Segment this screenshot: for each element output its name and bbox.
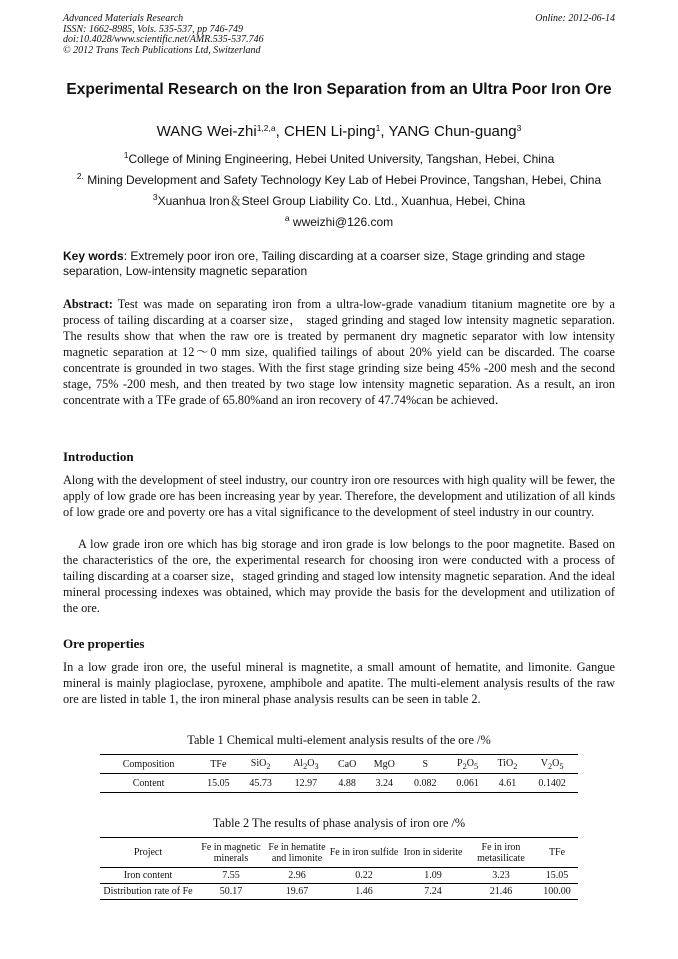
table-header-cell: $V_2O_5$ — [526, 755, 578, 774]
journal-header — [63, 14, 615, 56]
abstract-label: Abstract: — [63, 297, 113, 311]
table-header-cell: Fe in hematite and limonite — [266, 838, 328, 868]
table-header-cell: TiO$_2$ — [489, 755, 526, 774]
table-header-cell: Project — [100, 838, 196, 868]
table-header-cell: $P_2O_5$ — [446, 755, 488, 774]
email-text[interactable]: wweizhi@126.com — [292, 215, 394, 229]
author-affiliation-mark: 1 — [375, 123, 381, 133]
author-name: YANG Chun-guang — [388, 123, 517, 140]
affiliation-mark: 1 — [123, 150, 129, 160]
affiliation-3 — [63, 192, 615, 209]
table-cell: 1.46 — [355, 886, 373, 897]
table-cell: 3.23 — [466, 868, 536, 884]
table-cell: 0.1402 — [538, 777, 566, 789]
journal-name: Advanced Materials Research — [63, 13, 184, 24]
affiliation-mark: 3 — [152, 192, 158, 202]
author-list: WANG Wei-zhi$^{1,2,a}$, CHEN Li-ping$^1$, YANG Chun-guang$^3$ — [156, 123, 522, 140]
keywords-label: Key words — [63, 249, 124, 263]
table-row-label: Content — [132, 777, 165, 789]
table-row-label: Iron content — [100, 868, 196, 884]
table-cell: 19.67 — [285, 886, 309, 897]
table-header-cell: MgO — [364, 755, 404, 774]
table-header-cell: Iron in siderite — [400, 838, 466, 868]
affiliation-mark: 2. — [76, 171, 84, 181]
online-date: Online: 2012-06-14 — [535, 13, 615, 24]
table-header-row — [100, 755, 578, 774]
table-cell: 45.73 — [249, 777, 272, 789]
affiliation-text: College of Mining Engineering, Hebei United University, Tangshan, Hebei, China — [128, 152, 555, 166]
table-cell: 21.46 — [489, 886, 513, 897]
table-header-cell: CaO — [330, 755, 364, 774]
affiliation-email — [63, 213, 615, 229]
table-cell: 15.05 — [536, 868, 578, 884]
table2-caption: Table 2 The results of phase analysis of iron ore /% — [212, 816, 466, 830]
table2 — [100, 837, 578, 900]
table-header-row — [100, 838, 578, 868]
affiliation-1 — [63, 150, 615, 166]
table-header-cell: TFe — [536, 838, 578, 868]
affiliation-text: Xuanhua Iron＆Steel Group Liability Co. Ltd., Xuanhua, Hebei, China — [157, 194, 526, 208]
table-header-cell: TFe — [197, 755, 239, 774]
table-header-cell: SiO$_2$ — [240, 755, 282, 774]
table-cell: 4.88 — [338, 777, 356, 789]
paper-title: Experimental Research on the Iron Separation from an Ultra Poor Iron Ore — [66, 81, 612, 98]
keywords — [63, 249, 615, 279]
author-name: CHEN Li-ping — [283, 123, 376, 140]
table1 — [100, 754, 578, 793]
author-affiliation-mark: 3 — [516, 123, 522, 133]
table-cell: 3.24 — [375, 777, 394, 789]
table-cell: 4.61 — [498, 777, 517, 789]
table-header-cell: Composition — [100, 755, 197, 774]
abstract-text: Test was made on separating iron from a ultra-low-grade vanadium titanium magnetite ore by a process of tailing discarding at a coarser size， staged grinding and staged low intensity magnetic separation. The results show that when the raw ore is treated by permanent dry magnetic separator with low intensity magnetic separation at 12～0 mm size, qualified tailings of about 20% yield can be discarded. The coarse concentrate is grounded in two stages. With the first stage grinding size being 45% -200 mesh and the second stage, 75% -200 mesh, and then treated by two stage low intensity magnetic separation. As a result, an iron concentrate with a TFe grade of 65.80%and an iron recovery of 47.74%can be achieved． — [63, 297, 615, 407]
copyright-line: © 2012 Trans Tech Publications Ltd, Switzerland — [63, 44, 261, 56]
issn-line: ISSN: 1662-8985, Vols. 535-537, pp 746-749 — [63, 23, 243, 35]
doi-line: doi:10.4028/www.scientific.net/AMR.535-537.746 — [63, 34, 264, 45]
table-cell: 7.24 — [424, 886, 442, 897]
abstract — [63, 296, 615, 408]
table-header-cell: Fe in iron sulfide — [328, 838, 400, 868]
table-cell: 0.22 — [328, 868, 400, 884]
table-cell: 0.082 — [414, 777, 437, 789]
author-name: WANG Wei-zhi — [156, 123, 257, 140]
table-cell: 0.061 — [456, 777, 479, 789]
table-header-cell: Fe in magnetic minerals — [196, 838, 266, 868]
author-affiliation-mark: 1,2,a — [256, 123, 276, 133]
affiliation-text: Mining Development and Safety Technology Key Lab of Hebei Province, Tangshan, Hebei, China — [87, 173, 602, 187]
affiliation-2 — [63, 171, 615, 187]
table-row-label: Distribution rate of Fe — [103, 886, 193, 897]
table-cell: 15.05 — [207, 777, 230, 789]
table-header-cell: $Al_2O_3$ — [282, 755, 330, 774]
table-cell: 2.96 — [266, 868, 328, 884]
table-row — [100, 868, 578, 884]
table-header-cell: S — [404, 755, 446, 774]
table1-caption: Table 1 Chemical multi-element analysis results of the ore /% — [187, 733, 491, 747]
intro-paragraph-2: A low grade iron ore which has big storage and iron grade is low belongs to the poor magnetite. Based on the characteristics of the ore, the experimental research for choosing iron were conducted with a process of tailing discarding at a coarser size，staged grinding and staged low intensity magnetic separation. And the ideal mineral processing indexes was obtained, which may provide the basis for the development and utilization of the ore. — [63, 537, 615, 615]
table-cell: 100.00 — [543, 886, 571, 897]
table-cell: 7.55 — [196, 868, 266, 884]
section-title-ore-properties: Ore properties — [63, 636, 145, 651]
table-header-cell: Fe in iron metasilicate — [466, 838, 536, 868]
section-title-introduction: Introduction — [63, 449, 134, 464]
table-row — [100, 774, 578, 793]
keywords-text: : Extremely poor iron ore, Tailing discarding at a coarser size, Stage grinding and stage separation, Low-intensity magnetic separation — [63, 249, 586, 278]
table-cell: 50.17 — [219, 886, 243, 897]
table-cell: 1.09 — [400, 868, 466, 884]
ore-paragraph-1: In a low grade iron ore, the useful mineral is magnetite, a small amount of hematite, and limonite. Gangue mineral is mainly plagioclase, pyroxene, amphibole and apatite. The multi-element analysis results of the raw ore are listed in table 1, the iron mineral phase analysis results can be seen in table 2. — [63, 660, 615, 706]
affiliation-mark: a — [284, 213, 290, 223]
intro-paragraph-1: Along with the development of steel industry, our country iron ore resources with high quality will be fewer, the apply of low grade ore has been increasing year by year. Therefore, the development and utilization of all kinds of low grade ore and poverty ore has a vital significance to the development of steel industry in our country. — [63, 473, 615, 519]
table-row — [100, 884, 578, 900]
table-cell: 12.97 — [294, 777, 318, 789]
